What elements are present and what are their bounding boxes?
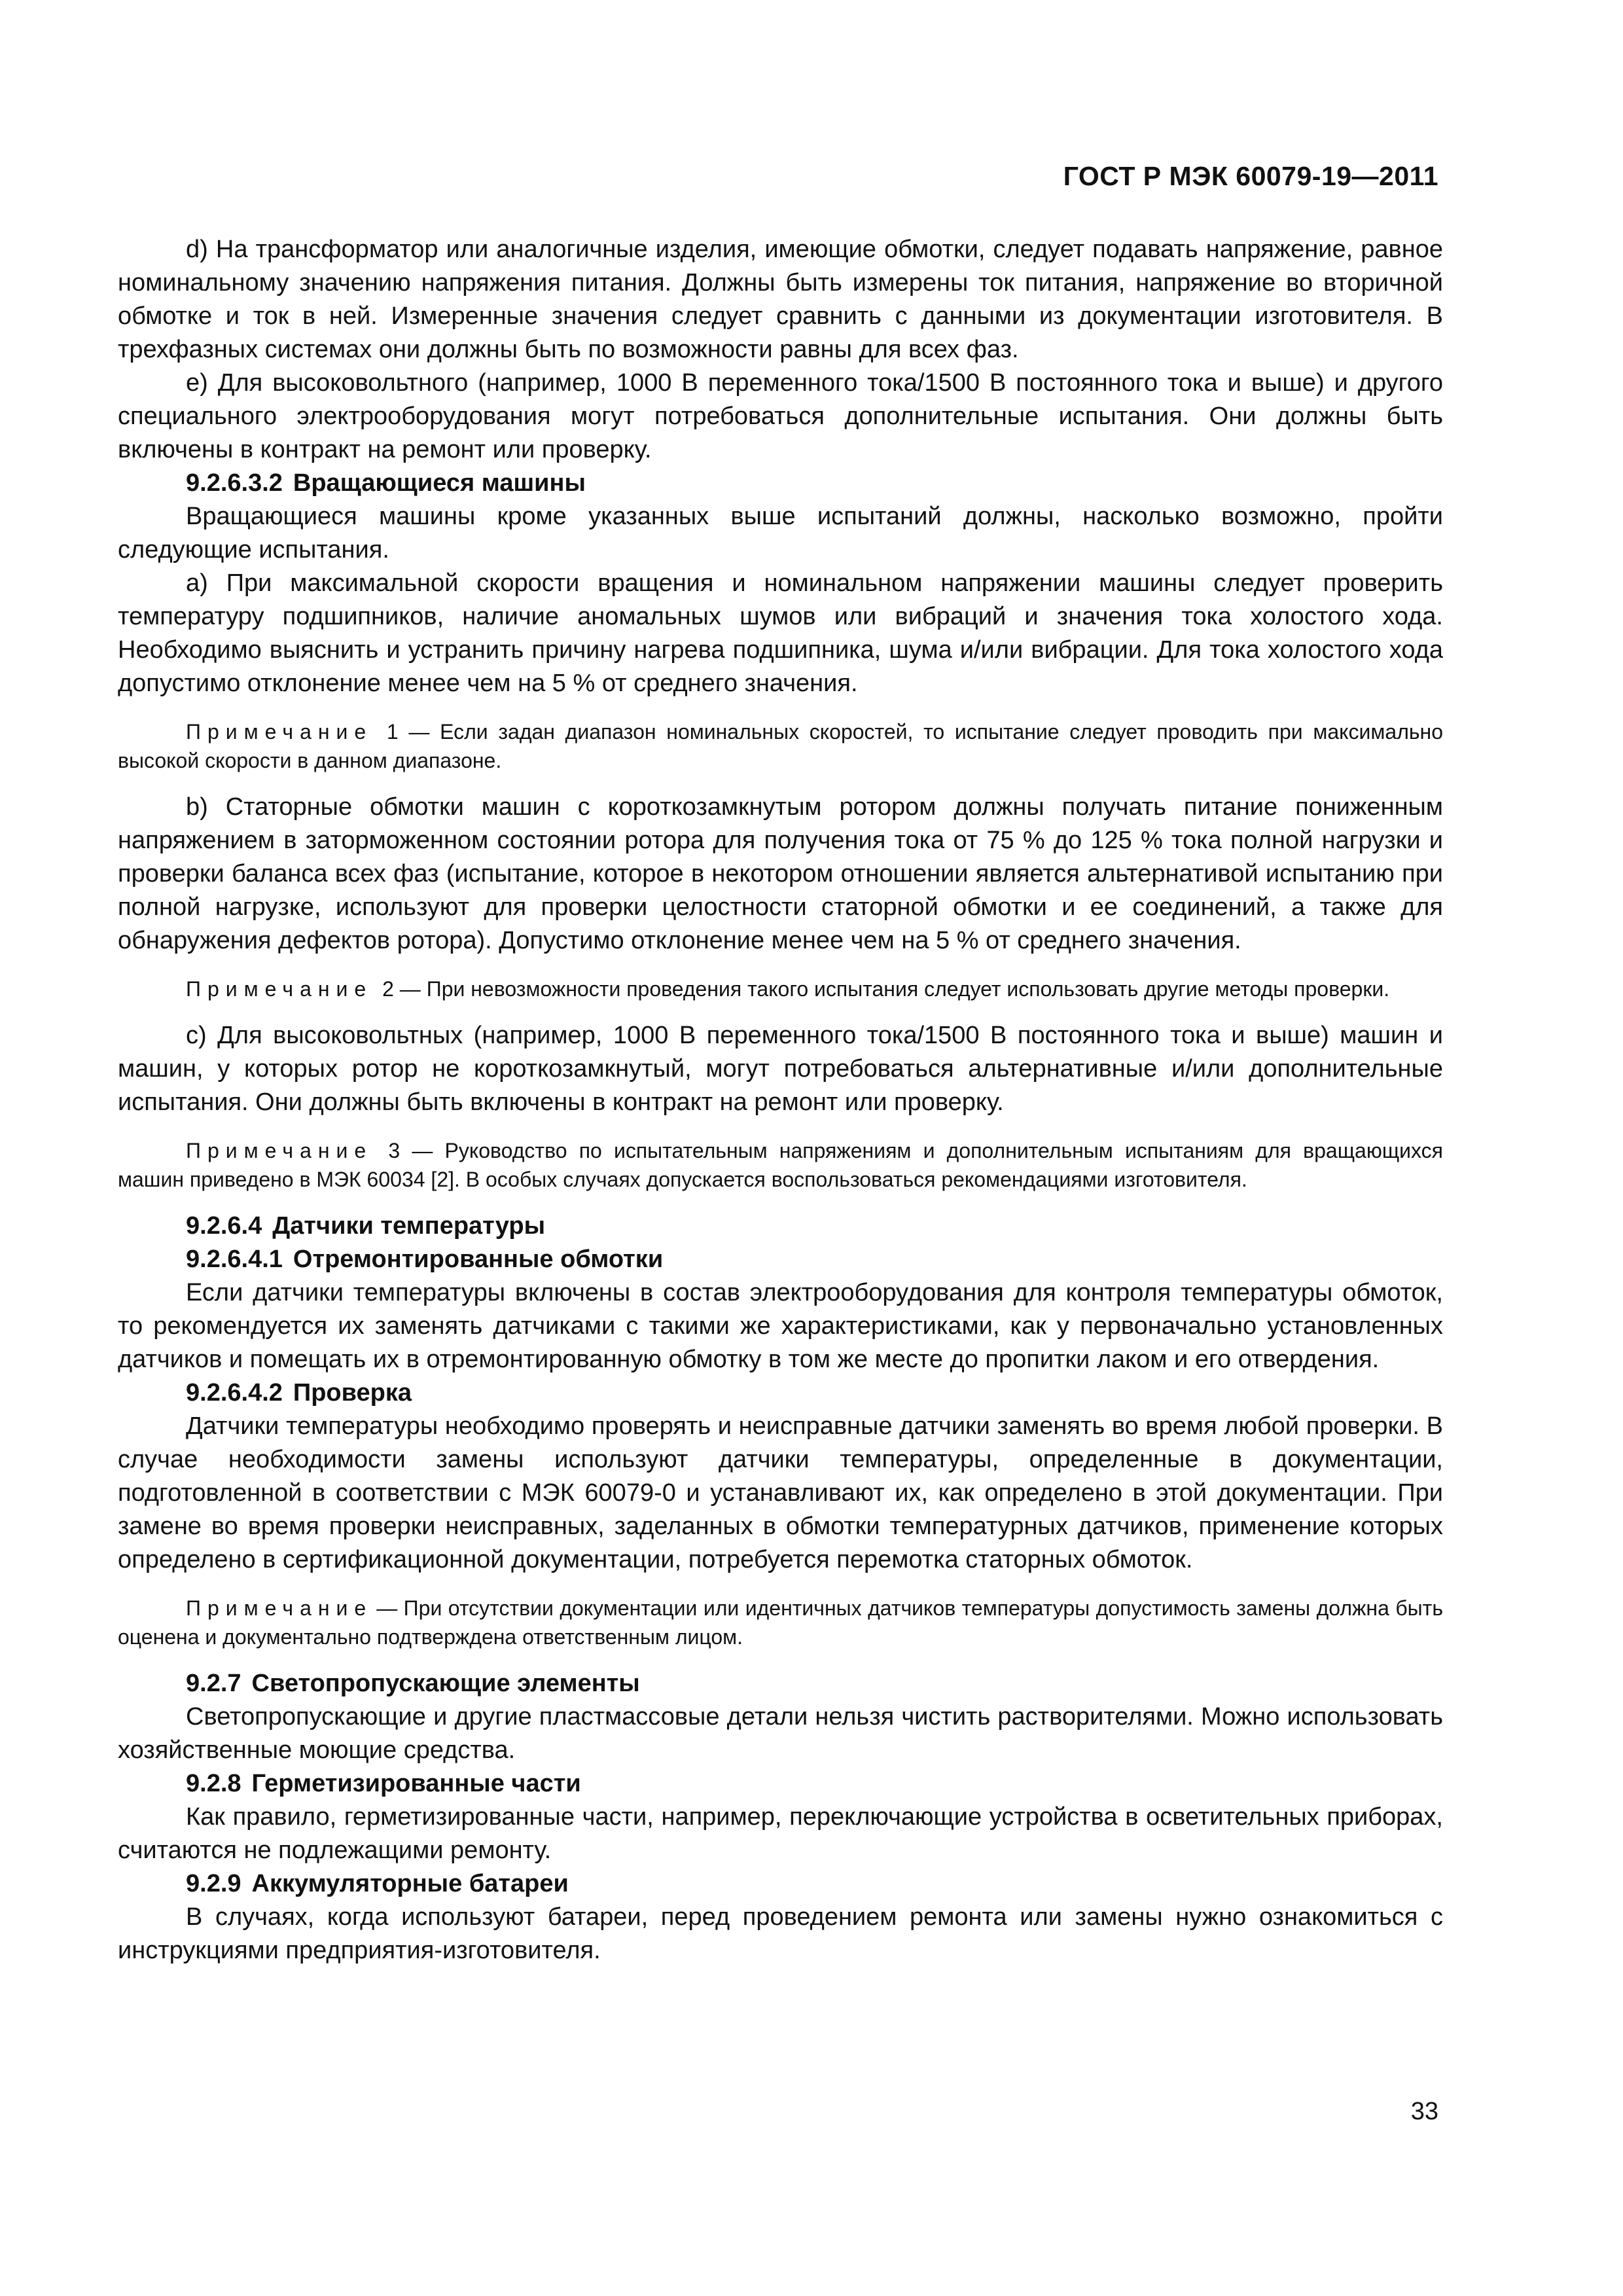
heading-9-2-7 [118,1667,1443,1700]
heading-9-2-9 [118,1867,1443,1901]
paragraph-repaired-windings: Если датчики температуры включены в состав электрооборудования для контроля температуры обмоток, то рекомендуется их заменять датчиками с такими же характеристиками, как у первоначально установленных датчиков и помещать их в отремонтированную обмотку в том же месте до пропитки лаком и его отвердения. [118,1279,1443,1373]
heading-title: Вращающиеся машины [293,469,586,497]
paragraph-rotating-intro: Вращающиеся машины кроме указанных выше испытаний должны, насколько возможно, пройти следующие испытания. [118,503,1443,564]
note-text: — Руководство по испытательным напряжениям и дополнительным испытаниям для вращающихся машин приведено в МЭК 60034 [2]. В особых случаях допускается воспользоваться рекомендациями изготовителя. [118,1139,1444,1191]
note-2 [118,975,1443,1003]
heading-9-2-6-4-1 [118,1243,1443,1276]
note-number: 3 [388,1139,401,1162]
page-body [118,233,1443,1967]
paragraph-d: d) На трансформатор или аналогичные изделия, имеющие обмотки, следует подавать напряжение, равное номинальному значению напряжения питания. Должны быть измерены ток питания, напряжение во вторичной обмотке и ток в ней. Измеренные значения следует сравнить с данными из документации изготовителя. В трехфазных системах они должны быть по возможности равны для всех фаз. [118,236,1443,363]
note-3 [118,1136,1443,1194]
heading-number: 9.2.6.4.2 [186,1379,283,1407]
note-sensors [118,1594,1443,1651]
note-text: — При невозможности проведения такого испытания следует использовать другие методы проверки. [399,977,1390,1001]
note-number: 1 [386,720,399,744]
heading-number: 9.2.7 [186,1670,241,1697]
paragraph-light-transmitting: Светопропускающие и другие пластмассовые детали нельзя чистить растворителями. Можно использовать хозяйственные моющие средства. [118,1703,1443,1764]
heading-number: 9.2.6.4 [186,1212,262,1240]
page-number: 33 [1410,2098,1438,2125]
heading-9-2-6-3-2 [118,467,1443,500]
document-code-header: ГОСТ Р МЭК 60079-19—2011 [1063,161,1438,191]
paragraph-e: e) Для высоковольтного (например, 1000 В переменного тока/1500 В постоянного тока и выше) и другого специального электрооборудования могут потребоваться дополнительные испытания. Они должны быть включены в контракт на ремонт или проверку. [118,369,1443,463]
heading-title: Проверка [293,1379,412,1407]
heading-number: 9.2.8 [186,1770,241,1797]
note-label: Примечание [186,1596,373,1620]
paragraph-sealed-parts: Как правило, герметизированные части, например, переключающие устройства в осветительных приборах, считаются не подлежащими ремонту. [118,1803,1443,1864]
heading-title: Светопропускающие элементы [251,1670,640,1697]
heading-number: 9.2.6.4.1 [186,1246,283,1273]
note-label: Примечание [186,977,373,1001]
heading-number: 9.2.9 [186,1870,241,1897]
note-label: Примечание [186,720,373,744]
paragraph-a: a) При максимальной скорости вращения и номинальном напряжении машины следует проверить температуру подшипников, наличие аномальных шумов или вибраций и значения тока холостого хода. Необходимо выяснить и устранить причину нагрева подшипника, шума и/или вибрации. Для тока холостого хода допустимо отклонение менее чем на 5 % от среднего значения. [118,569,1443,697]
heading-title: Аккумуляторные батареи [251,1870,569,1897]
paragraph-sensor-check: Датчики температуры необходимо проверять и неисправные датчики заменять во время любой проверки. В случае необходимости замены используют датчики температуры, определенные в документации, подготовленной в соответствии с МЭК 60079-0 и устанавливают их, как определено в этой документации. При замене во время проверки неисправных, заделанных в обмотки температурных датчиков, применение которых определено в сертификационной документации, потребуется перемотка статорных обмоток. [118,1412,1443,1573]
note-text: — Если задан диапазон номинальных скоростей, то испытание следует проводить при максимально высокой скорости в данном диапазоне. [118,720,1443,772]
heading-9-2-8 [118,1767,1443,1801]
heading-9-2-6-4 [118,1210,1443,1243]
note-label: Примечание [186,1139,373,1162]
paragraph-c: c) Для высоковольтных (например, 1000 В переменного тока/1500 В постоянного тока и выше) машин и машин, у которых ротор не короткозамкнутый, могут потребоваться альтернативные и/или дополнительные испытания. Они должны быть включены в контракт на ремонт или проверку. [118,1022,1443,1116]
heading-title: Герметизированные части [251,1770,581,1797]
paragraph-b: b) Статорные обмотки машин с короткозамкнутым ротором должны получать питание пониженным напряжением в заторможенном состоянии ротора для получения тока от 75 % до 125 % тока полной нагрузки и проверки баланса всех фаз (испытание, которое в некотором отношении является альтернативой испытанию при полной нагрузке, используют для проверки целостности статорной обмотки и ее соединений, а также для обнаружения дефектов ротора). Допустимо отклонение менее чем на 5 % от среднего значения. [118,793,1443,954]
heading-title: Датчики температуры [272,1212,546,1240]
heading-number: 9.2.6.3.2 [186,469,283,497]
heading-title: Отремонтированные обмотки [293,1246,664,1273]
note-number: 2 [382,977,394,1001]
paragraph-batteries: В случаях, когда используют батареи, перед проведением ремонта или замены нужно ознакомиться с инструкциями предприятия-изготовителя. [118,1903,1443,1964]
heading-9-2-6-4-2 [118,1376,1443,1410]
note-1 [118,717,1443,775]
note-text: — При отсутствии документации или идентичных датчиков температуры допустимость замены должна быть оценена и документально подтверждена ответственным лицом. [118,1596,1443,1649]
